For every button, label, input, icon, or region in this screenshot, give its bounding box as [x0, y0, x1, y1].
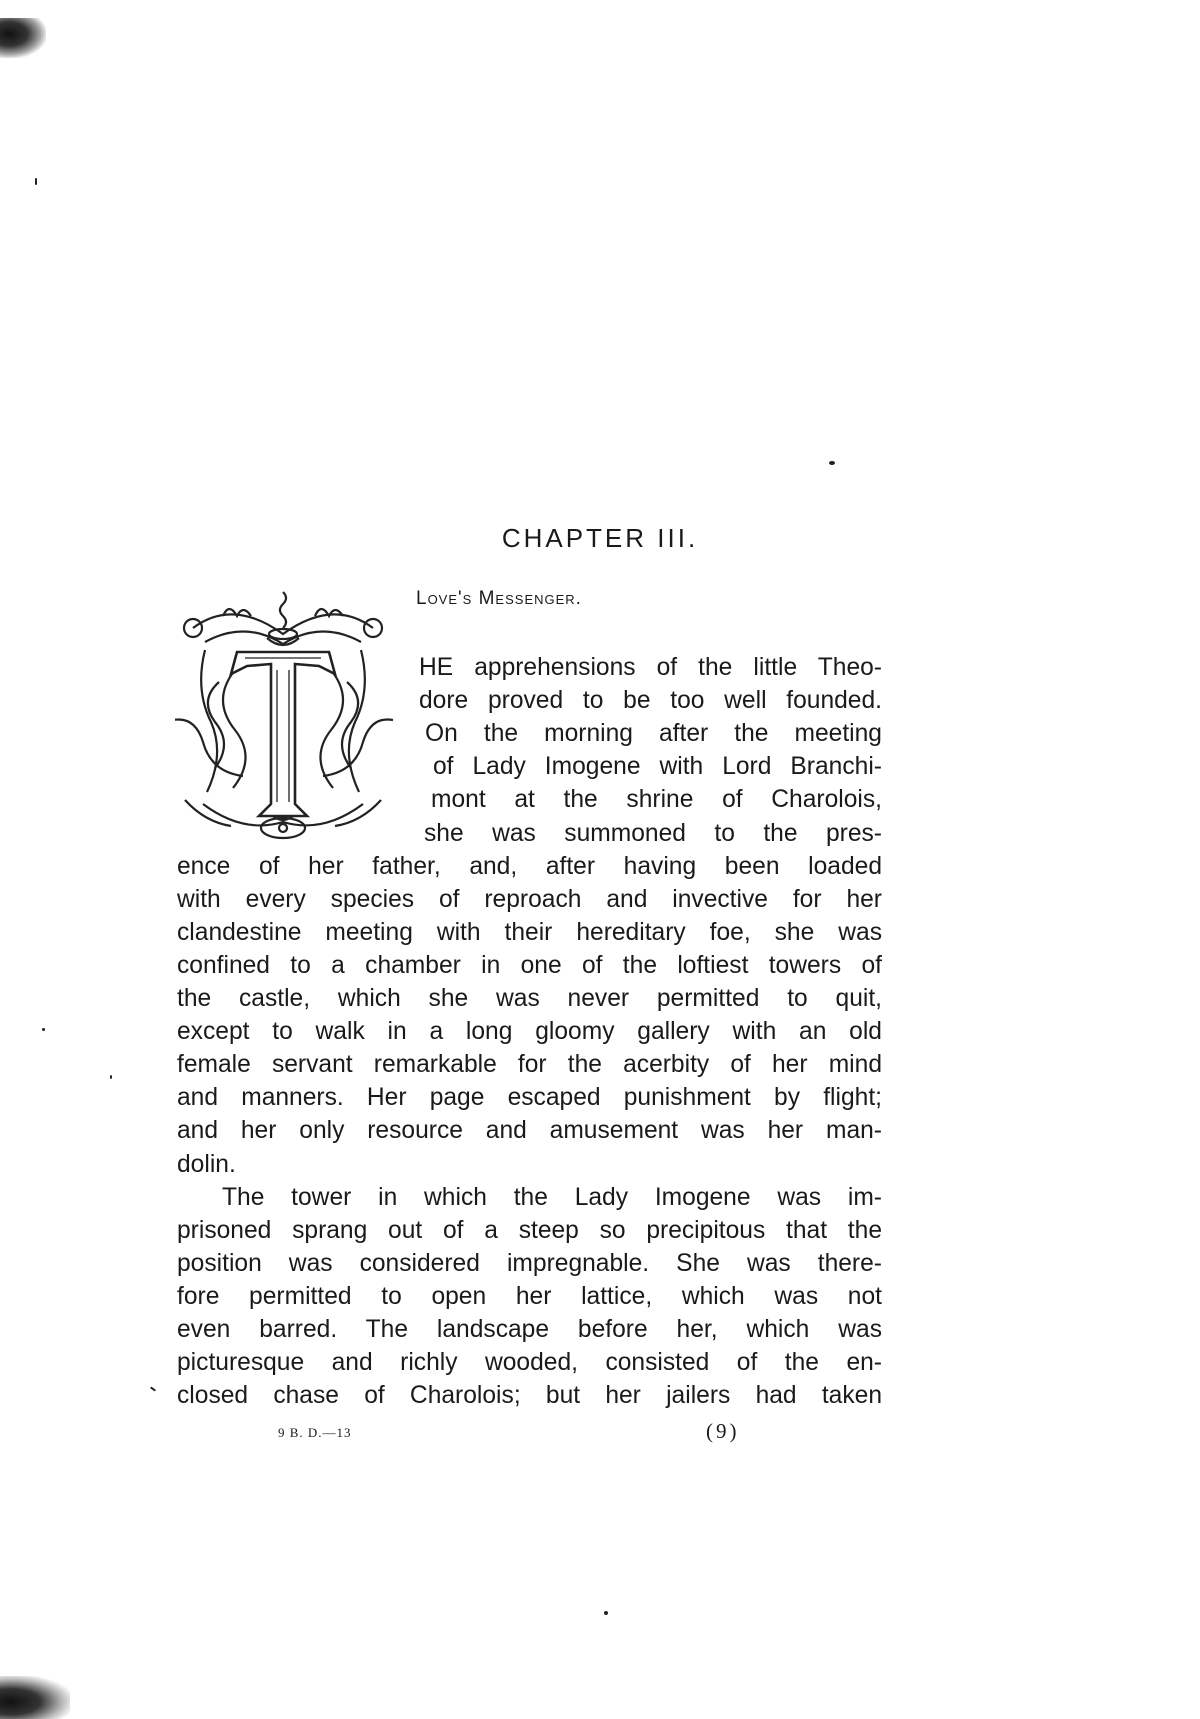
text-line: mont at the shrine of Charolois, [431, 786, 882, 814]
text-line: prisoned sprang out of a steep so precipitous that the [177, 1216, 882, 1244]
text-line: HE apprehensions of the little Theo- [419, 654, 882, 681]
scan-smudge-top [0, 18, 46, 58]
scan-speck [110, 1075, 112, 1079]
chapter-subtitle: Love's Messenger. [416, 588, 582, 609]
scan-speck [42, 1028, 45, 1031]
text-line: On the morning after the meeting [425, 720, 882, 748]
text-line: she was summoned to the pres- [424, 819, 882, 847]
text-line: and her only resource and amusement was her man- [177, 1117, 882, 1145]
text-line: position was considered impregnable. She was there- [177, 1249, 882, 1277]
text-line: of Lady Imogene with Lord Branchi- [433, 753, 882, 781]
text-line: dolin. [177, 1150, 236, 1178]
text-line: The tower in which the Lady Imogene was im- [222, 1183, 882, 1211]
text-line: female servant remarkable for the acerbity of her mind [177, 1051, 882, 1079]
text-line: with every species of reproach and invective for her [177, 885, 882, 913]
text-line: the castle, which she was never permitted to quit, [177, 985, 882, 1012]
text-line: picturesque and richly wooded, consisted of the en- [177, 1349, 882, 1377]
scan-smudge-bottom [0, 1676, 70, 1719]
text-line: confined to a chamber in one of the loftiest towers of [177, 951, 882, 979]
scan-speck [35, 178, 37, 185]
text-line: ence of her father, and, after having been loaded [177, 852, 882, 880]
text-line: closed chase of Charolois; but her jailers had taken [177, 1382, 882, 1410]
ornamental-drop-cap [175, 590, 415, 850]
text-line: except to walk in a long gloomy gallery with an old [177, 1018, 882, 1046]
text-line: fore permitted to open her lattice, which was not [177, 1282, 882, 1310]
scan-speck [829, 461, 835, 465]
printer-signature: 9 B. D.—13 [278, 1425, 352, 1440]
scan-speck [150, 1386, 156, 1391]
text-line: dore proved to be too well founded. [419, 687, 882, 715]
text-line: and manners. Her page escaped punishment by flight; [177, 1084, 882, 1112]
page-number: (9) [706, 1419, 740, 1443]
chapter-title: CHAPTER III. [501, 523, 699, 553]
scan-speck [604, 1611, 608, 1615]
text-line: even barred. The landscape before her, which was [177, 1316, 882, 1343]
text-line: clandestine meeting with their hereditary foe, she was [177, 918, 882, 946]
